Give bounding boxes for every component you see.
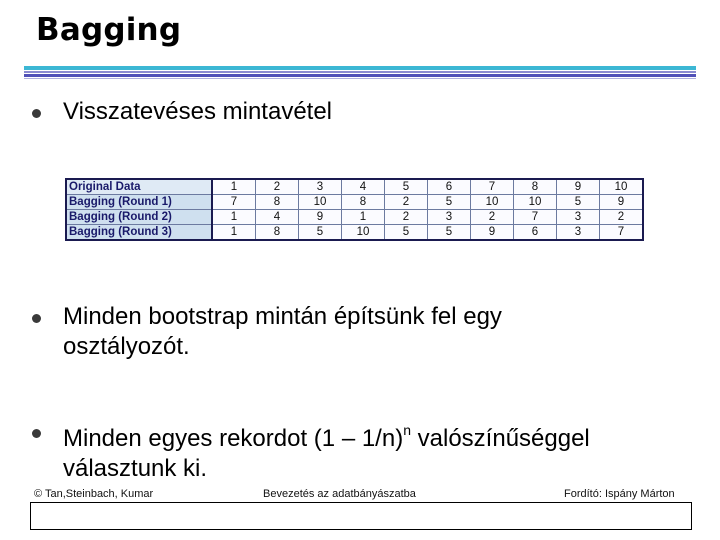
row-label: Bagging (Round 3): [66, 225, 212, 241]
table-cell: 3: [557, 225, 600, 241]
table-cell: 10: [600, 179, 644, 195]
table-cell: 4: [256, 210, 299, 225]
table-cell: 1: [212, 210, 256, 225]
bullet-dot-icon: [32, 429, 41, 438]
title-rule-cyan: [24, 66, 696, 70]
exponent: n: [403, 422, 411, 438]
table-cell: 10: [514, 195, 557, 210]
row-label: Bagging (Round 2): [66, 210, 212, 225]
table-cell: 7: [212, 195, 256, 210]
bullet-line: Minden egyes rekordot (1 – 1/n): [63, 425, 404, 452]
table-cell: 5: [557, 195, 600, 210]
bullet-dot-icon: [32, 314, 41, 323]
table-cell: 1: [212, 225, 256, 241]
table-cell: 3: [557, 210, 600, 225]
footer-box: [30, 502, 692, 530]
table-cell: 5: [299, 225, 342, 241]
table-cell: 6: [514, 225, 557, 241]
title-rule-light: [24, 71, 696, 73]
slide-title: Bagging: [36, 12, 182, 48]
footer-copyright: © Tan,Steinbach, Kumar: [34, 488, 154, 500]
table-cell: 7: [600, 225, 644, 241]
table-cell: 8: [342, 195, 385, 210]
table-cell: 5: [428, 225, 471, 241]
bullet-text-probability: [63, 417, 703, 484]
bullet-line: valószínűséggel: [410, 425, 590, 452]
table-row: [66, 210, 643, 225]
table-cell: 9: [471, 225, 514, 241]
table-cell: 4: [342, 179, 385, 195]
table-cell: 2: [385, 210, 428, 225]
bullet-text-bootstrap: [63, 302, 703, 362]
bullet-line: választunk ki.: [63, 455, 208, 482]
table-cell: 3: [299, 179, 342, 195]
row-label: Bagging (Round 1): [66, 195, 212, 210]
table-cell: 3: [428, 210, 471, 225]
table-cell: 10: [471, 195, 514, 210]
row-label: Original Data: [66, 179, 212, 195]
table-cell: 7: [471, 179, 514, 195]
table-cell: 9: [600, 195, 644, 210]
table-cell: 2: [471, 210, 514, 225]
bagging-table: [65, 178, 644, 241]
table-cell: 9: [299, 210, 342, 225]
table-cell: 1: [342, 210, 385, 225]
bullet-line: osztályozót.: [63, 333, 190, 360]
table-cell: 2: [385, 195, 428, 210]
table-cell: 7: [514, 210, 557, 225]
title-rule-faint: [24, 78, 696, 79]
table-row: [66, 195, 643, 210]
table-cell: 8: [256, 195, 299, 210]
table-cell: 9: [557, 179, 600, 195]
table-cell: 5: [385, 225, 428, 241]
footer-translator: Fordító: Ispány Márton: [564, 488, 675, 500]
table-cell: 2: [256, 179, 299, 195]
table-row: [66, 179, 643, 195]
table-cell: 2: [600, 210, 644, 225]
table-cell: 8: [514, 179, 557, 195]
bullet-text-sampling: Visszatevéses mintavétel: [63, 98, 333, 125]
table-cell: 5: [385, 179, 428, 195]
table-cell: 10: [299, 195, 342, 210]
bullet-dot-icon: [32, 109, 41, 118]
bullet-line: Minden bootstrap mintán építsünk fel egy: [63, 303, 502, 330]
table-cell: 10: [342, 225, 385, 241]
table-row: [66, 225, 643, 241]
table-cell: 8: [256, 225, 299, 241]
title-rule-dark: [24, 74, 696, 77]
table-cell: 1: [212, 179, 256, 195]
table-cell: 6: [428, 179, 471, 195]
table-cell: 5: [428, 195, 471, 210]
footer-course: Bevezetés az adatbányászatba: [263, 488, 416, 500]
